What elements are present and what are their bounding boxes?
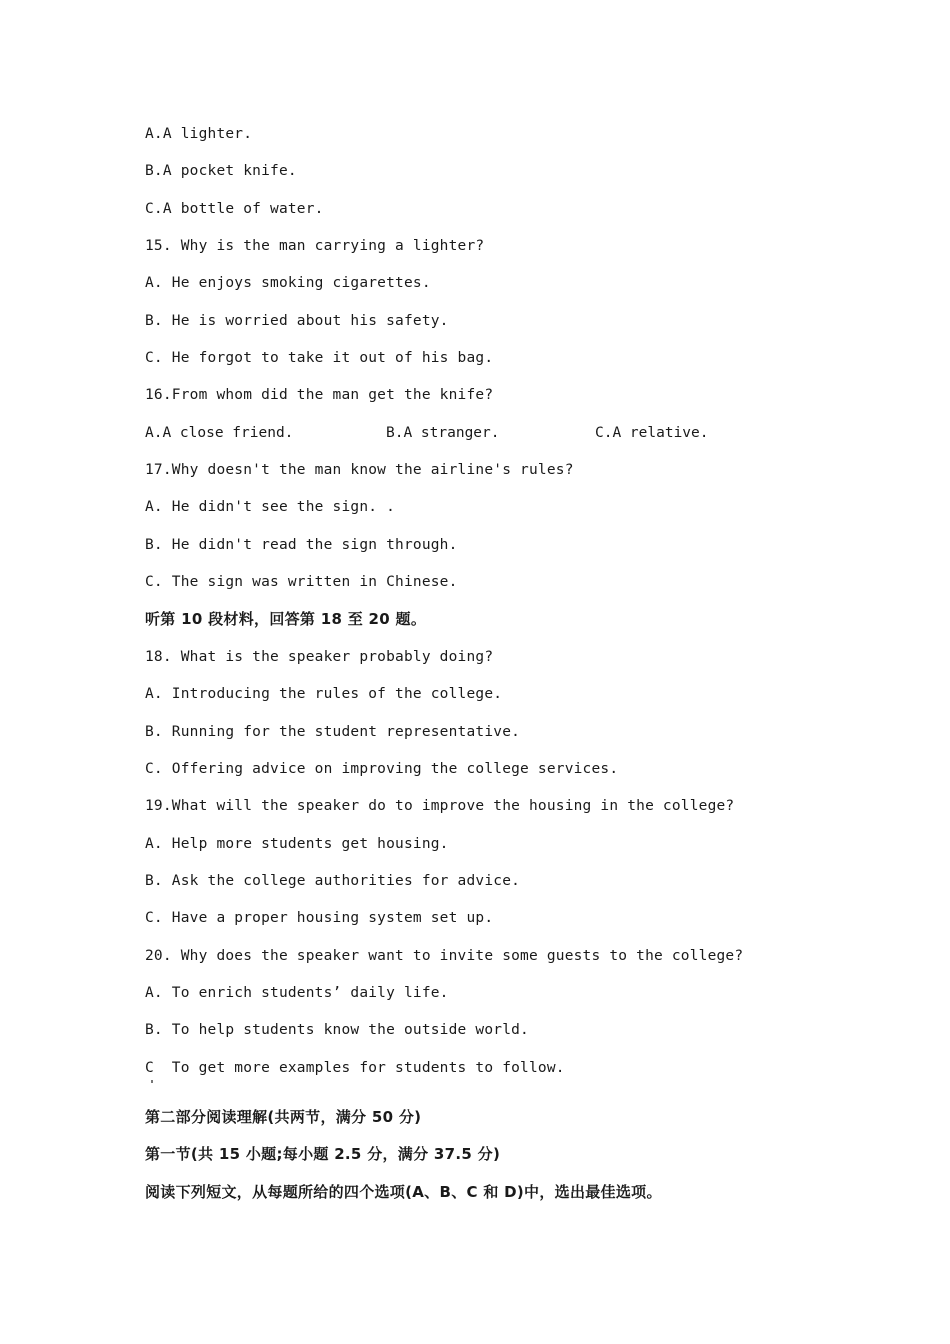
q18-option-c: C. Offering advice on improving the college services. [145,761,619,777]
q14-option-a: A.A lighter. [145,126,253,142]
q15-option-b: B. He is worried about his safety. [145,313,449,329]
q19-option-c: C. Have a proper housing system set up. [145,910,494,926]
part2-title: 第二部分阅读理解(共两节，满分 50 分) [145,1108,422,1126]
q19-option-a: A. Help more students get housing. [145,836,449,852]
q17-option-b: B. He didn't read the sign through. [145,537,458,553]
q19-question: 19.What will the speaker do to improve the housing in the college? [145,798,735,814]
q15-question: 15. Why is the man carrying a lighter? [145,238,485,254]
q18-option-b: B. Running for the student representative. [145,724,521,740]
part2-instruction: 阅读下列短文，从每题所给的四个选项(A、B、C 和 D)中，选出最佳选项。 [145,1183,662,1201]
q19-option-b: B. Ask the college authorities for advice. [145,873,521,889]
q16-option-a: A.A close friend. [145,425,294,441]
q15-option-c: C. He forgot to take it out of his bag. [145,350,494,366]
q20-question: 20. Why does the speaker want to invite some guests to the college? [145,948,744,964]
q20-option-a: A. To enrich students’ daily life. [145,985,449,1001]
q17-option-c: C. The sign was written in Chinese. [145,574,458,590]
q16-option-c: C.A relative. [595,425,709,441]
q17-option-a: A. He didn't see the sign. . [145,499,396,515]
q15-option-a: A. He enjoys smoking cigarettes. [145,275,431,291]
q16-question: 16.From whom did the man get the knife? [145,387,494,403]
q20-option-c: C To get more examples for students to follow. [145,1060,565,1076]
q17-question: 17.Why doesn't the man know the airline's rules? [145,462,574,478]
q18-option-a: A. Introducing the rules of the college. [145,686,503,702]
q14-option-c: C.A bottle of water. [145,201,324,217]
q18-question: 18. What is the speaker probably doing? [145,649,494,665]
part2-section1: 第一节(共 15 小题;每小题 2.5 分，满分 37.5 分) [145,1145,501,1163]
q20-option-b: B. To help students know the outside world. [145,1022,529,1038]
section10-heading: 听第 10 段材料，回答第 18 至 20 题。 [145,610,427,628]
q16-option-b: B.A stranger. [386,425,500,441]
q14-option-b: B.A pocket knife. [145,163,297,179]
stray-mark [151,1080,153,1083]
